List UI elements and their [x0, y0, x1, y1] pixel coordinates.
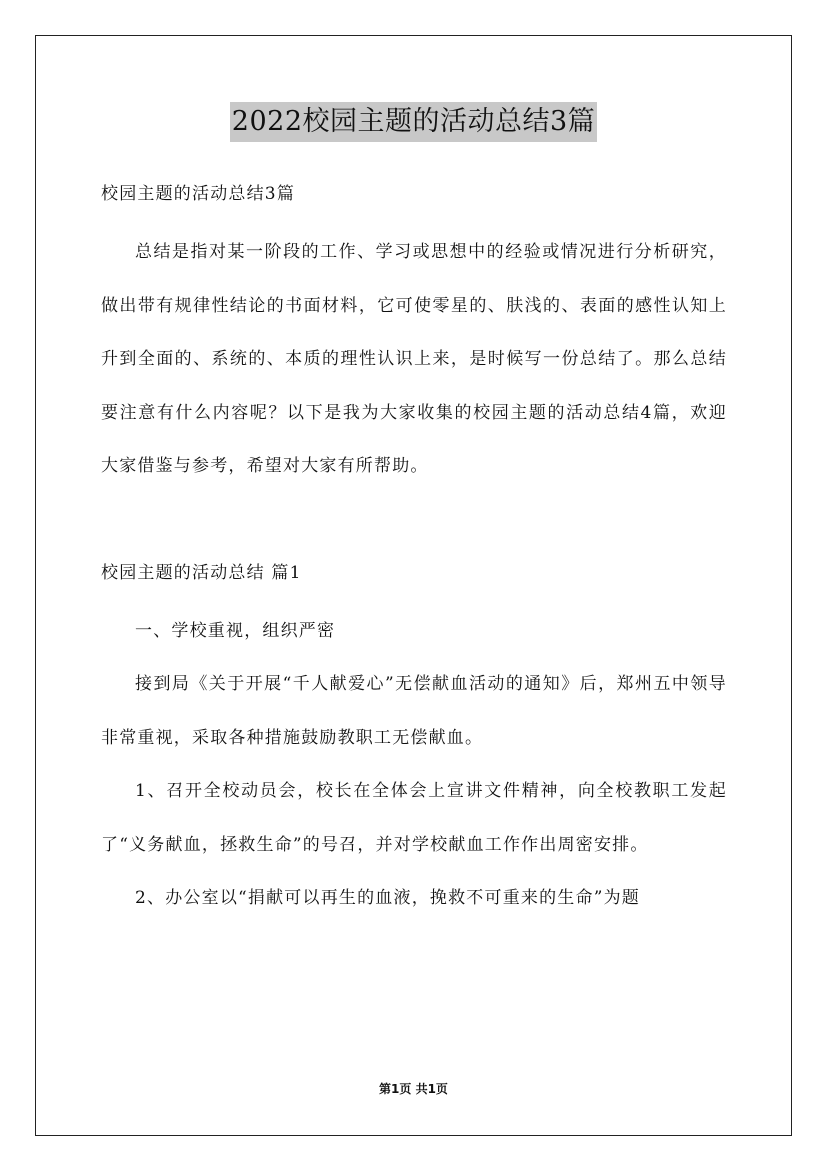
paragraph: 接到局《关于开展“千人献爱心”无偿献血活动的通知》后，郑州五中领导非常重视，采取各种措施鼓励教职工无偿献血。 — [101, 674, 727, 748]
document-subtitle: 校园主题的活动总结3篇 — [101, 184, 296, 204]
paragraph: 2、办公室以“捐献可以再生的血液，挽救不可重来的生命”为题 — [135, 888, 640, 908]
intro-paragraph: 总结是指对某一阶段的工作、学习或思想中的经验或情况进行分析研究，做出带有规律性结论的书面材料，它可使零星的、肤浅的、表面的感性认知上升到全面的、系统的、本质的理性认识上来，是时候写一份总结了。那么总结要注意有什么内容呢？以下是我为大家收集的校园主题的活动总结4篇，欢迎大家借鉴与参考，希望对大家有所帮助。 — [101, 242, 727, 476]
section-heading: 校园主题的活动总结 篇1 — [101, 562, 302, 583]
title-container — [0, 102, 827, 142]
document-body — [101, 172, 727, 926]
document-title: 2022校园主题的活动总结3篇 — [230, 102, 597, 142]
page-footer: 第1页 共1页 — [379, 1082, 448, 1096]
point-heading: 一、学校重视，组织严密 — [135, 620, 336, 641]
paragraph: 1、召开全校动员会，校长在全体会上宣讲文件精神，向全校教职工发起了“义务献血，拯救生命”的号召，并对学校献血工作作出周密安排。 — [101, 781, 727, 855]
